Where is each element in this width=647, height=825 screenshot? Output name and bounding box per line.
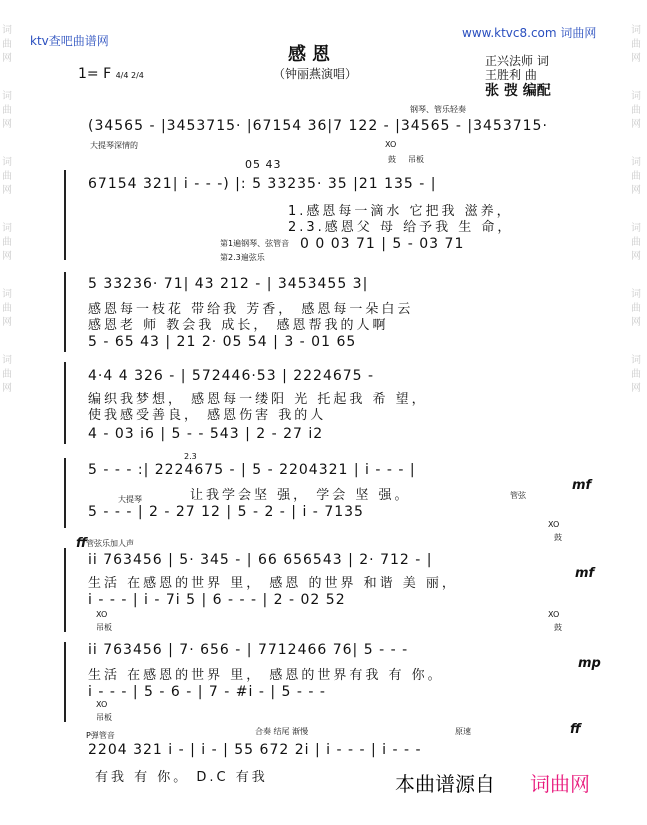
system-brace-row-7 <box>64 642 66 722</box>
score-row-2-accomp: 0 0 03 71 | 5 - 03 71 <box>300 236 465 252</box>
score-row-5-notes: 5 - - - :| 2224675 - | 5 - 2204321 | i - - - | <box>88 462 416 478</box>
row-6-annotation-cymbal: 吊板 <box>96 623 112 632</box>
row-5-annotation-drum: 鼓 <box>554 533 562 542</box>
row-6-annotation-xo-right: XO <box>548 610 560 619</box>
row-4-lyric-1: 编织我梦想， 感恩每一缕阳 光 托起我 希 望， <box>88 392 428 407</box>
source-label: 本曲谱源自 <box>395 772 495 796</box>
score-row-3-notes: 5 33236· 71| 43 212 - | 3453455 3| <box>88 276 369 292</box>
row-5-volta-marker: 2.3 <box>184 452 197 461</box>
system-brace-row-4 <box>64 362 66 444</box>
row-6-dynamic: ff <box>76 536 87 551</box>
row-7-annotation-xo: XO <box>96 700 108 709</box>
song-subtitle: （钟丽燕演唱） <box>273 67 358 81</box>
left-watermark-column: 词曲网 词曲网 词曲网 词曲网 词曲网 词曲网 <box>2 25 12 394</box>
lyricist-credit: 正兴法师 词 <box>485 54 549 68</box>
song-title: 感恩 <box>288 44 336 65</box>
arranger-credit: 张 弢 编配 <box>485 83 551 99</box>
row-5-dynamic: mf <box>572 478 592 493</box>
composer-credit: 王胜利 曲 <box>485 68 537 82</box>
row-1-annotation-drum: 鼓 <box>388 155 396 164</box>
row-5-lyric-1: 让我学会坚 强， 学会 坚 强。 <box>190 488 411 503</box>
row-1-annotation-cymbal: 吊板 <box>408 155 424 164</box>
system-brace-row-6 <box>64 548 66 632</box>
row-3-lyric-1: 感恩每一枝花 带给我 芳香， 感恩每一朵白云 <box>88 302 414 317</box>
row-4-lyric-2: 使我感受善良， 感恩伤害 我的人 <box>88 408 327 423</box>
row-8-annotation-tutti: 合奏 结尾 渐慢 <box>255 727 309 736</box>
site-watermark-right: www.ktvc8.com 词曲网 <box>462 26 597 40</box>
right-watermark-column: 词曲网 词曲网 词曲网 词曲网 词曲网 词曲网 <box>631 25 641 394</box>
row-8-annotation-p: P弹管音 <box>86 731 115 740</box>
row-2-annotation-second: 第2.3遍弦乐 <box>220 253 265 262</box>
row-2-lyric-1: 1.感恩每一滴水 它把我 滋养， <box>288 204 513 219</box>
row-6-lyric-1: 生活 在感恩的世界 里， 感恩 的世界 和谐 美 丽， <box>88 576 458 591</box>
score-row-1-notes: (34565 - |3453715· |67154 36|7 122 - |34565 - |3453715· <box>88 118 548 134</box>
score-row-8-notes: 2204 321 i - | i - | 55 672 2i | i - - - | i - - - <box>88 742 422 758</box>
row-8-lyric-1: 有我 有 你。 D.C 有我 <box>95 770 268 785</box>
system-brace-row-5 <box>64 458 66 528</box>
row-1-annotation-xo: XO <box>385 140 397 149</box>
score-row-4-notes: 4·4 4 326 - | 572446·53 | 2224675 - <box>88 368 375 384</box>
score-row-6-notes: ii 763456 | 5· 345 - | 66 656543 | 2· 712 - | <box>88 552 433 568</box>
row-2-lyric-2: 2.3.感恩父 母 给予我 生 命， <box>288 220 514 235</box>
score-row-3-accomp: 5 - 65 43 | 21 2· 05 54 | 3 - 01 65 <box>88 334 357 350</box>
row-5-annotation-xo: XO <box>548 520 560 529</box>
site-watermark-left: ktv查吧曲谱网 <box>30 34 109 48</box>
score-row-4-accomp: 4 - 03 i6 | 5 - - 543 | 2 - 27 i2 <box>88 426 324 442</box>
score-row-7-notes: ii 763456 | 7· 656 - | 7712466 76| 5 - - - <box>88 642 409 658</box>
row-6-annotation-drum: 鼓 <box>554 623 562 632</box>
system-brace-row-2 <box>64 170 66 260</box>
score-row-7-accomp: i - - - | 5 - 6 - | 7 - #i - | 5 - - - <box>88 684 326 700</box>
row-8-dynamic: ff <box>570 722 581 737</box>
row-5-annotation-strings: 管弦 <box>510 491 526 500</box>
row-6-annotation-orchestra: 管弦乐加人声 <box>86 539 134 548</box>
row-3-lyric-2: 感恩老 师 教会我 成长， 感恩帮我的人啊 <box>88 318 389 333</box>
source-site-link[interactable]: 词曲网 <box>530 772 590 796</box>
row-5-annotation-cello: 大提琴 <box>118 495 142 504</box>
system-brace-row-3 <box>64 272 66 352</box>
row-1-annotation-piano: 钢琴、管乐轻奏 <box>410 105 466 114</box>
row-7-dynamic: mp <box>578 656 601 671</box>
row-7-annotation-cymbal: 吊板 <box>96 713 112 722</box>
row-6-annotation-xo: XO <box>96 610 108 619</box>
score-row-2-pickup: 05 43 <box>245 158 282 171</box>
row-1-annotation-cello: 大提琴深情的 <box>90 141 138 150</box>
row-6-dynamic-right: mf <box>575 566 595 581</box>
score-row-5-accomp: 5 - - - | 2 - 27 12 | 5 - 2 - | i - 7135 <box>88 504 364 520</box>
score-row-6-accomp: i - - - | i - 7i 5 | 6 - - - | 2 - 02 52 <box>88 592 346 608</box>
key-signature: 1= F 4/4 2/4 <box>78 66 144 82</box>
row-8-annotation-tempo: 原速 <box>455 727 471 736</box>
score-row-2-notes: 67154 321| i - - -) |: 5 33235· 35 |21 135 - | <box>88 176 437 192</box>
row-7-lyric-1: 生活 在感恩的世界 里， 感恩的世界有我 有 你。 <box>88 668 444 683</box>
row-2-annotation-first: 第1遍钢琴、弦管音 <box>220 239 290 248</box>
